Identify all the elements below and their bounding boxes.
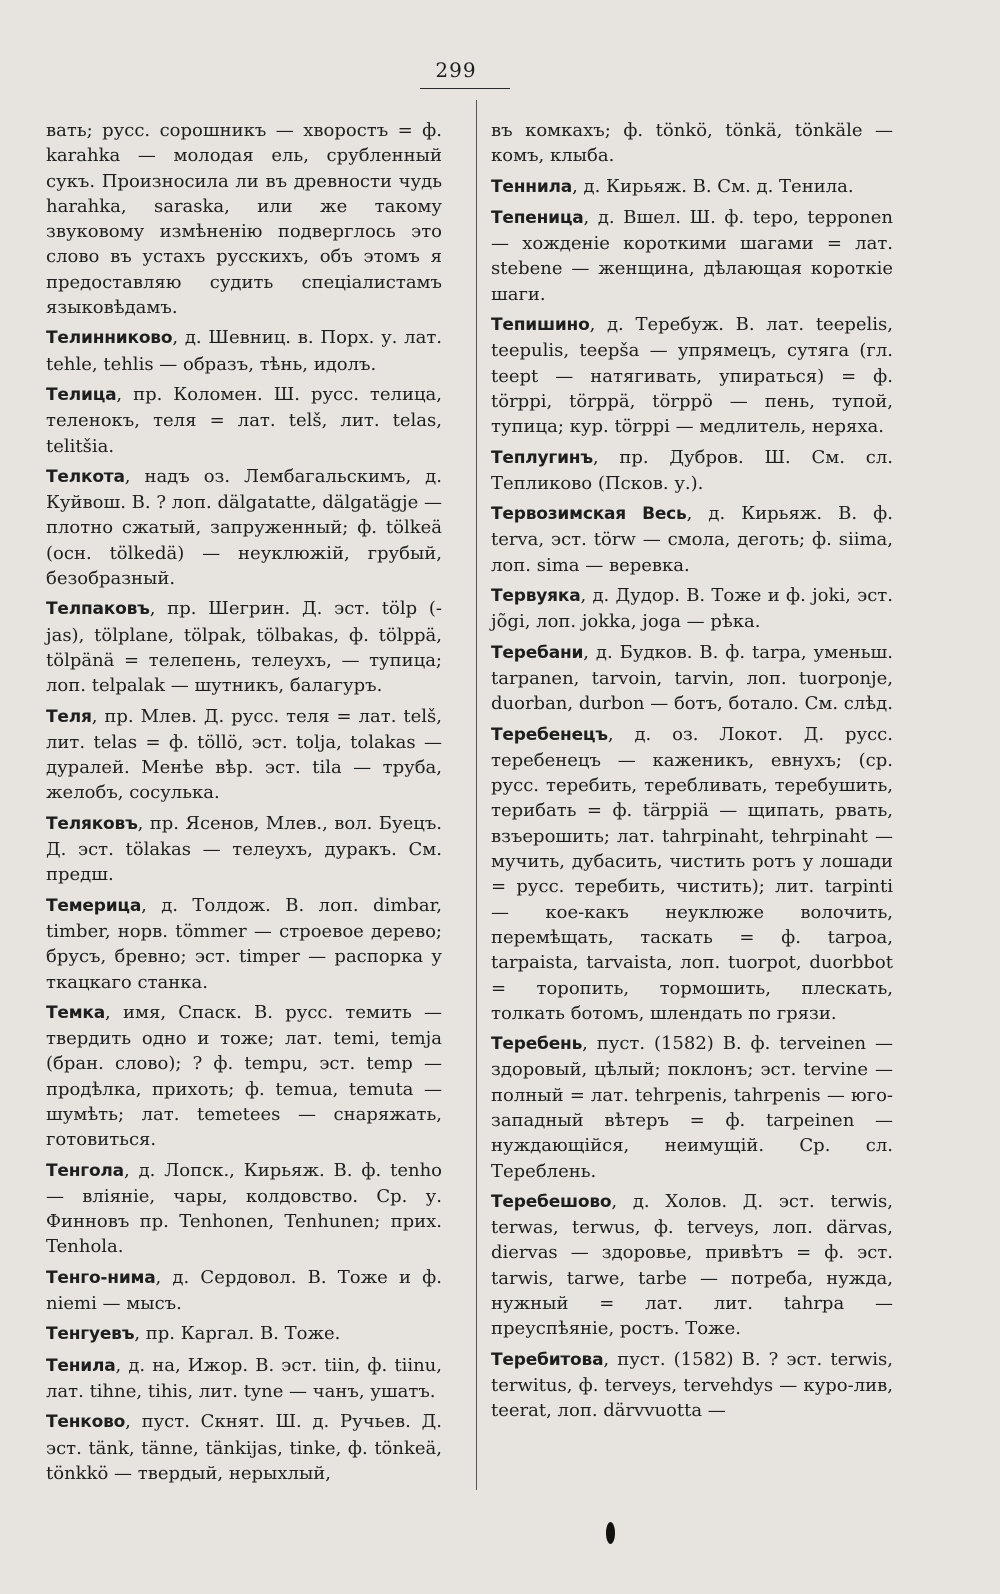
entry-text: , д. Дудор. В. Тоже и ф. joki, эст. jõgi, лоп. jokka, joga — рѣка.: [491, 585, 893, 633]
dictionary-entry: [485, 1189, 893, 1342]
entry-headword: Темка: [46, 1002, 106, 1023]
entry-text: , д. Сердовол. В. Тоже и ф. niemi — мысъ.: [46, 1266, 442, 1315]
entry-headword: Теребешово: [491, 1191, 612, 1212]
dictionary-entry: [485, 583, 893, 635]
dictionary-entry: [40, 382, 442, 459]
entry-headword: Теребень: [491, 1034, 583, 1055]
dictionary-entry: [485, 1347, 893, 1424]
entry-headword: Телица: [46, 384, 117, 405]
entry-text: , д. Толдож. В. лоп. dimbar, timber, норв. tömmer — строевое дерево; брусъ, бревно; эст. timper — распорка у ткацкаго станка.: [46, 894, 442, 993]
dictionary-entry: [485, 118, 893, 169]
column-divider: [476, 100, 477, 1490]
entry-text: , пр. Млев. Д. русс. теля = лат. telš, лит. telas = ф. töllö, эст. tolja, tolakas — дуралей. Менѣе вѣр. эст. tila — труба, желобъ, сосулька.: [46, 705, 442, 804]
dictionary-entry: [485, 640, 893, 717]
entry-headword: Теребитова: [491, 1349, 604, 1370]
dictionary-entry: [40, 893, 442, 995]
dictionary-entry: [40, 1000, 442, 1153]
entry-text: , д. Кирьяж. В. См. д. Тенила.: [572, 175, 854, 197]
entry-text: , д. Теребуж. В. лат. teepelis, teepulis, teepša — упрямецъ, сутяга (гл. teept — натягивать, упираться) = ф. törppi, törppä, törppö — пень, тупой, тупица; кур. törppi — медлитель, неряха.: [491, 314, 893, 438]
dictionary-entry: [485, 722, 893, 1027]
entry-text: , пр. Дубров. Ш. См. сл. Тепликово (Псков. у.).: [491, 446, 893, 494]
entry-text: , д. оз. Локот. Д. русс. теребенецъ — каженикъ, евнухъ; (ср. русс. теребить, теребливать, теребушить, терибать = ф. tärppiä — щипать, рвать, взъерошить; лат. tahrpinaht, tehrpinaht — мучить, дубасить, чистить ротъ у лошади = русс. теребить, чистить); лит. tarpinti — кое-какъ неуклюже волочить, перемѣщать, таскать = ф. tarpoa, tarpaista, tarvaista, лоп. tuorpot, duorbbot = торопить, тормошить, плескать, толкать ботомъ, шлендать по грязи.: [491, 723, 893, 1024]
entry-headword: Теплугинъ: [491, 447, 593, 468]
page-number-rule: [420, 88, 510, 89]
dictionary-entry: [40, 1265, 442, 1317]
entry-headword: Телкота: [46, 466, 125, 487]
entry-text: , пр. Шегрин. Д. эст. tölp (-jas), tölplane, tölpak, tölbakas, ф. tölppä, tölpänä = телепень, телеухъ, — тупица; лоп. telpalak — шутникъ, балагуръ.: [46, 598, 442, 697]
entry-headword: Тенила: [46, 1355, 116, 1376]
entry-text: , пр. Коломен. Ш. русс. телица, теленокъ, теля = лат. telš, лит. telas, telitšia.: [46, 383, 442, 457]
dictionary-entry: [40, 118, 442, 320]
entry-headword: Теляковъ: [46, 813, 138, 834]
dictionary-entry: [485, 1031, 893, 1184]
entry-text: вать; русс. сорошникъ — хворостъ = ф. karahka — молодая ель, срубленный сукъ. Произносила ли въ древности чудь harahka, saraska, или же такому звуковому измѣненію подверглось это слово въ устахъ русскихъ, объ этомъ я предоставляю судить спеціалистамъ языковѣдамъ.: [46, 120, 442, 319]
right-column: [485, 118, 893, 1429]
dictionary-entry: [485, 312, 893, 439]
dictionary-entry: [40, 1353, 442, 1405]
entry-text: , д. Кирьяж. В. ф. terva, эст. törw — смола, деготь; ф. siima, лоп. sima — веревка.: [491, 503, 893, 576]
entry-headword: Тепишино: [491, 315, 590, 336]
entry-headword: Телинниково: [46, 328, 173, 349]
dictionary-entry: [485, 174, 893, 200]
entry-headword: Теннила: [491, 176, 573, 197]
dictionary-entry: [485, 501, 893, 578]
left-column: [40, 118, 442, 1491]
dictionary-entry: [40, 811, 442, 888]
dictionary-entry: [40, 596, 442, 698]
entry-text: , пр. Каргал. В. Тоже.: [134, 1323, 341, 1345]
entry-headword: Тенгуевъ: [46, 1324, 135, 1345]
entry-text: , д. Вшел. Ш. ф. tepo, tepponen — хожденіе короткими шагами = лат. stebene — женщина, дѣлающая короткіе шаги.: [491, 206, 893, 305]
entry-headword: Теля: [46, 706, 92, 727]
entry-headword: Тенково: [46, 1412, 126, 1433]
dictionary-entry: [40, 704, 442, 806]
dictionary-entry: [40, 1321, 442, 1347]
entry-headword: Темерица: [46, 895, 142, 916]
entry-headword: Тенго-нима: [46, 1267, 156, 1288]
entry-text: въ комкахъ; ф. tönkö, tönkä, tönkäle — комъ, клыба.: [491, 120, 893, 167]
entry-headword: Теребани: [491, 642, 584, 663]
dictionary-entry: [40, 1158, 442, 1260]
entry-text: , имя, Спаск. В. русс. темить — твердить одно и тоже; лат. temi, temja (бран. слово); ? ф. tempu, эст. temp — продѣлка, прихоть; ф. temua, temuta — шумѣть; лат. temetees — снаряжать, готовиться.: [46, 1001, 442, 1151]
entry-text: , пуст. (1582) В. ф. terveinen — здоровый, цѣлый; поклонъ; эст. tervine — полный = лат. tehrpenis, tahrpenis — юго-западный вѣтеръ = ф. tarpeinen — нуждающійся, неимущій. Ср. сл. Тереблень.: [491, 1033, 893, 1182]
dictionary-entry: [485, 205, 893, 307]
entry-headword: Телпаковъ: [46, 599, 150, 620]
entry-headword: Тенгола: [46, 1160, 124, 1181]
dictionary-entry: [40, 464, 442, 591]
entry-headword: Теребенецъ: [491, 724, 608, 745]
entry-headword: Тепеница: [491, 207, 584, 228]
entry-headword: Тервуяка: [491, 586, 581, 607]
page-number: 299: [435, 58, 477, 82]
entry-text: , д. на, Ижор. В. эст. tiin, ф. tiinu, лат. tihne, tihis, лит. tyne — чанъ, ушатъ.: [46, 1354, 442, 1402]
entry-text: , д. Будков. В. ф. tarpa, уменьш. tarpanen, tarvoin, tarvin, лоп. tuorponje, duorban, durbon — ботъ, ботало. См. слѣд.: [491, 641, 893, 715]
entry-text: , д. Лопск., Кирьяж. В. ф. tenho — вліяніе, чары, колдовство. Ср. у. Финновъ пр. Tenhonen, Tenhunen; прих. Tenhola.: [46, 1159, 442, 1258]
dictionary-entry: [40, 1409, 442, 1486]
entry-text: , пуст. (1582) В. ? эст. terwis, terwitus, ф. terveys, tervehdys — куро-лив, teerat, лоп. därvvuotta —: [491, 1348, 893, 1422]
dictionary-entry: [485, 445, 893, 497]
entry-text: , д. Холов. Д. эст. terwis, terwas, terwus, ф. terveys, лоп. därvas, diervas — здоровье, привѣтъ = ф. эст. tarwis, tarwe, tarbe — потреба, нужда, нужный = лат. лит. tahrpa — преуспѣяніе, ростъ. Тоже.: [491, 1190, 893, 1340]
entry-text: , надъ оз. Лембагальскимъ, д. Куйвош. В. ? лоп. dälgatatte, dälgatägje — плотно сжатый, запруженный; ф. tölkeä (осн. tölkedä) — неуклюжій, грубый, безобразный.: [46, 465, 442, 590]
entry-text: , пуст. Скнят. Ш. д. Ручьев. Д. эст. tänk, tänne, tänkijas, tinke, ф. tönkeä, tönkkö — твердый, нерыхлый,: [46, 1411, 442, 1484]
dictionary-entry: [40, 325, 442, 377]
entry-headword: Тервозимская Весь: [491, 504, 687, 525]
entry-text: , д. Шевниц. в. Порх. у. лат. tehle, tehlis — образъ, тѣнь, идолъ.: [46, 327, 442, 375]
ink-blot-mark: [606, 1522, 615, 1544]
entry-text: , пр. Ясенов, Млев., вол. Буецъ. Д. эст. tölakas — телеухъ, дуракъ. См. предш.: [46, 812, 442, 886]
